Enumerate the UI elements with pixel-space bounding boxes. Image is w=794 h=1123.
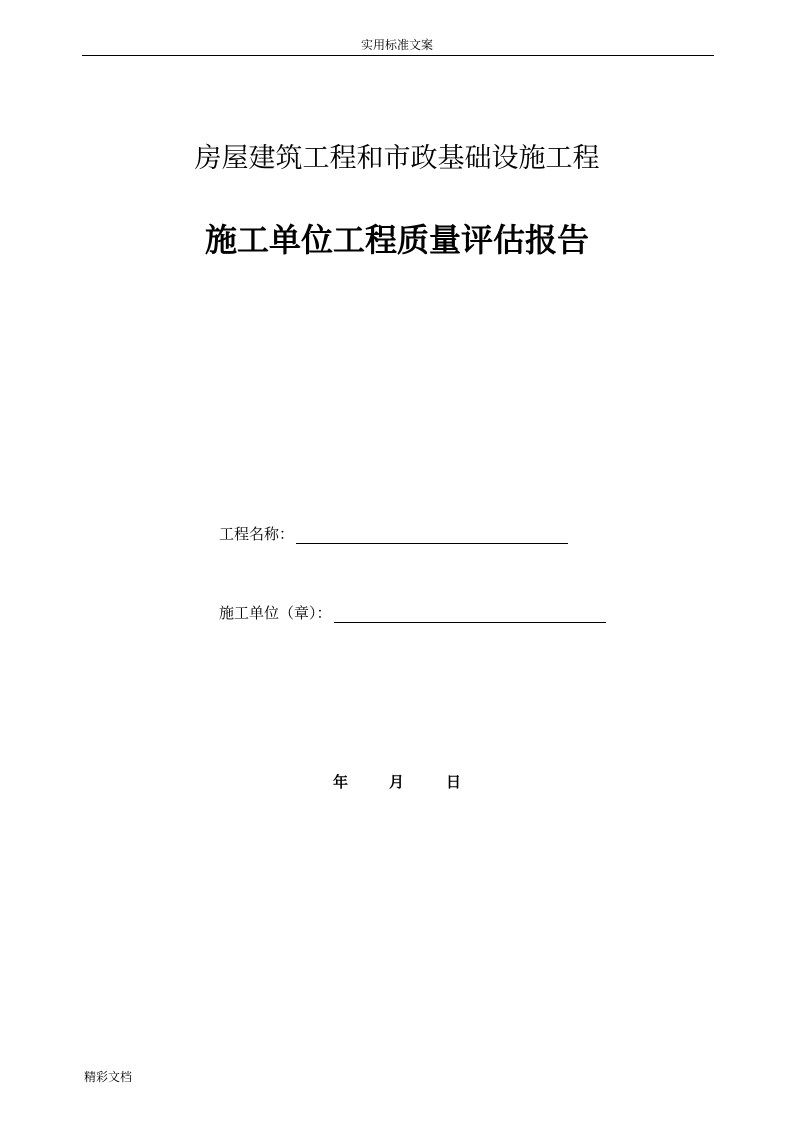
page-header-text: 实用标准文案 xyxy=(360,38,433,52)
document-subtitle: 房屋建筑工程和市政基础设施工程 xyxy=(194,143,600,174)
page-footer-text: 精彩文档 xyxy=(84,1070,133,1084)
document-title: 施工单位工程质量评估报告 xyxy=(204,221,589,259)
date-month-label: 月 xyxy=(389,773,405,791)
date-year-label: 年 xyxy=(333,773,349,791)
date-day-label: 日 xyxy=(446,773,462,791)
project-name-field xyxy=(219,524,568,544)
contractor-label: 施工单位（章）： xyxy=(219,604,332,622)
header-divider xyxy=(82,55,714,56)
contractor-blank-line xyxy=(334,604,606,623)
project-name-label: 工程名称： xyxy=(219,525,295,543)
contractor-field xyxy=(219,603,606,623)
project-name-blank-line xyxy=(296,525,568,544)
